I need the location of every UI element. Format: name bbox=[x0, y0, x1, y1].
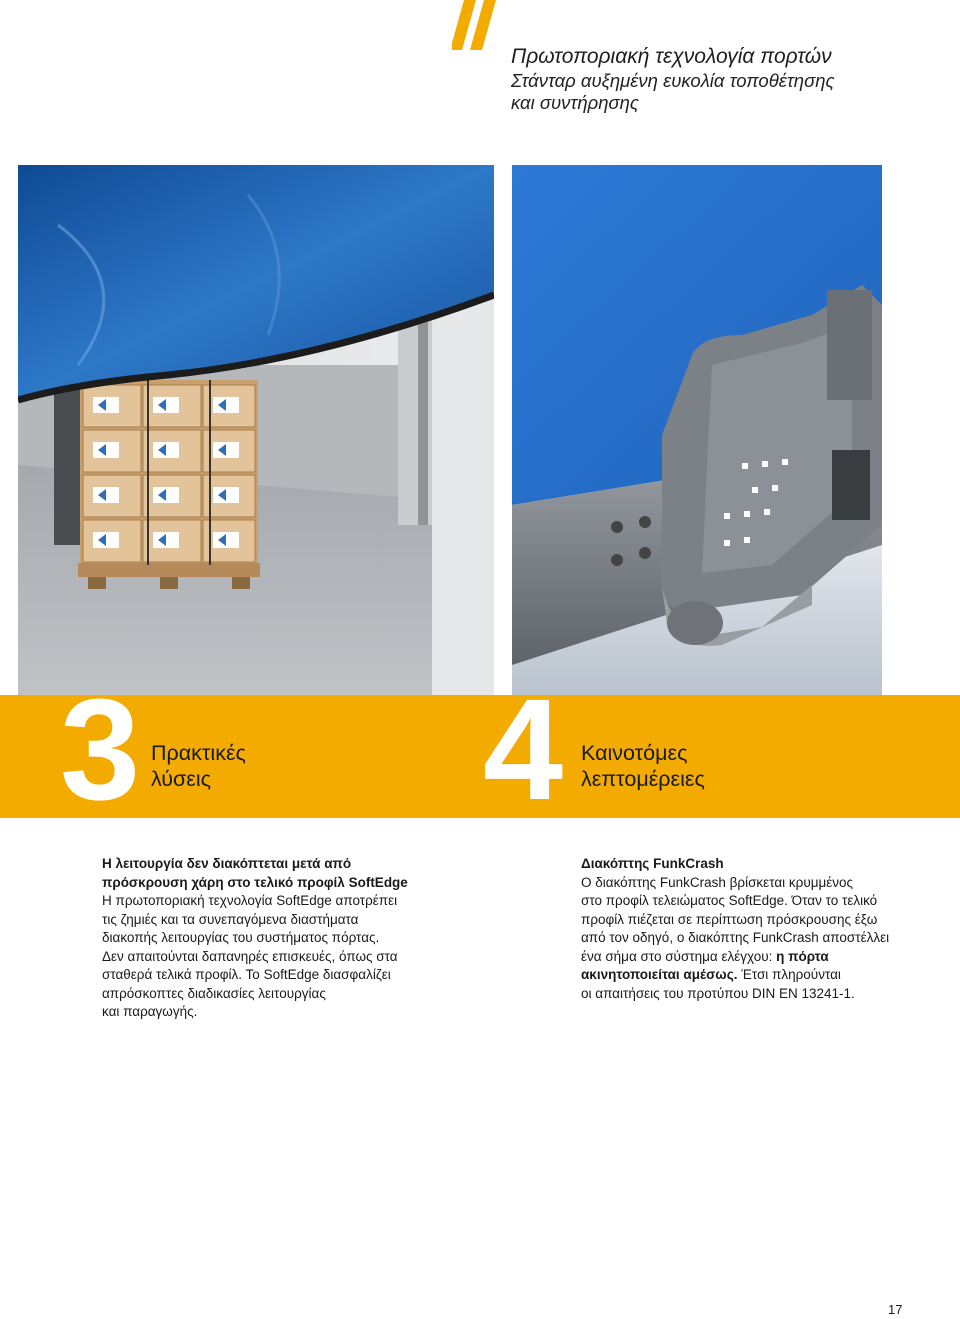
section-3-heading-line2: πρόσκρουση χάρη στο τελικό προφίλ SoftEdge bbox=[102, 874, 408, 890]
section-title-3 bbox=[151, 740, 246, 792]
section-title-4-line2: λεπτομέρειες bbox=[581, 767, 705, 791]
page-title: Πρωτοποριακή τεχνολογία πορτών bbox=[511, 45, 832, 68]
section-4-heading: Διακόπτης FunkCrash bbox=[581, 856, 724, 871]
section-3-body bbox=[102, 855, 442, 1022]
funkcrash-profile-photo bbox=[512, 165, 882, 695]
section-3-line: και παραγωγής. bbox=[102, 1004, 198, 1019]
section-4-line6-bold: ακινητοποιείται αμέσως. bbox=[581, 967, 738, 982]
section-4-line: από τον οδηγό, ο διακόπτης FunkCrash αποστέλλει bbox=[581, 930, 890, 945]
section-3-line: διακοπής λειτουργίας του συστήματος πόρτας. bbox=[102, 930, 380, 945]
section-band bbox=[0, 695, 960, 818]
section-3-line: Η πρωτοποριακή τεχνολογία SoftEdge αποτρέπει bbox=[102, 893, 398, 908]
section-4-line: προφίλ πιέζεται σε περίπτωση πρόσκρουσης έξω bbox=[581, 911, 878, 927]
section-title-3-line2: λύσεις bbox=[151, 767, 211, 791]
page-subtitle-line1: Στάνταρ αυξημένη ευκολία τοποθέτησης bbox=[511, 70, 835, 91]
section-4-line6-text: Έτσι πληρούνται bbox=[737, 967, 841, 982]
section-3-line: τις ζημιές και τα συνεπαγόμενα διαστήματα bbox=[102, 911, 359, 927]
page-header bbox=[511, 44, 951, 114]
section-title-4 bbox=[581, 740, 705, 792]
section-3-heading-line1: Η λειτουργία δεν διακόπτεται μετά από bbox=[102, 856, 352, 871]
section-4-line5-bold: η πόρτα bbox=[776, 948, 829, 964]
section-number-4: 4 bbox=[483, 669, 560, 830]
section-3-line: απρόσκοπτες διαδικασίες λειτουργίας bbox=[102, 985, 326, 1001]
section-4-line bbox=[581, 966, 921, 985]
section-4-line: στο προφίλ τελειώματος SoftEdge. Όταν το τελικό bbox=[581, 893, 878, 908]
section-number-3: 3 bbox=[60, 669, 137, 830]
section-4-line5-text: ένα σήμα στο σύστημα ελέγχου: bbox=[581, 948, 777, 964]
section-4-line: Ο διακόπτης FunkCrash βρίσκεται κρυμμένος bbox=[581, 874, 854, 890]
section-4-line: οι απαιτήσεις του προτύπου DIN EN 13241-1. bbox=[581, 985, 855, 1001]
softedge-door-photo bbox=[18, 165, 494, 695]
page-number: 17 bbox=[888, 1302, 903, 1317]
brand-stripes-logo bbox=[452, 0, 512, 50]
section-3-line: σταθερά τελικά προφίλ. Το SoftEdge διασφαλίζει bbox=[102, 967, 391, 982]
section-title-3-line1: Πρακτικές bbox=[151, 741, 246, 765]
section-4-body bbox=[581, 855, 921, 1003]
section-4-line bbox=[581, 948, 921, 967]
page-subtitle-line2: και συντήρησης bbox=[511, 92, 639, 113]
section-3-line: Δεν απαιτούνται δαπανηρές επισκευές, όπως στα bbox=[102, 948, 398, 964]
section-title-4-line1: Καινοτόμες bbox=[581, 741, 688, 765]
